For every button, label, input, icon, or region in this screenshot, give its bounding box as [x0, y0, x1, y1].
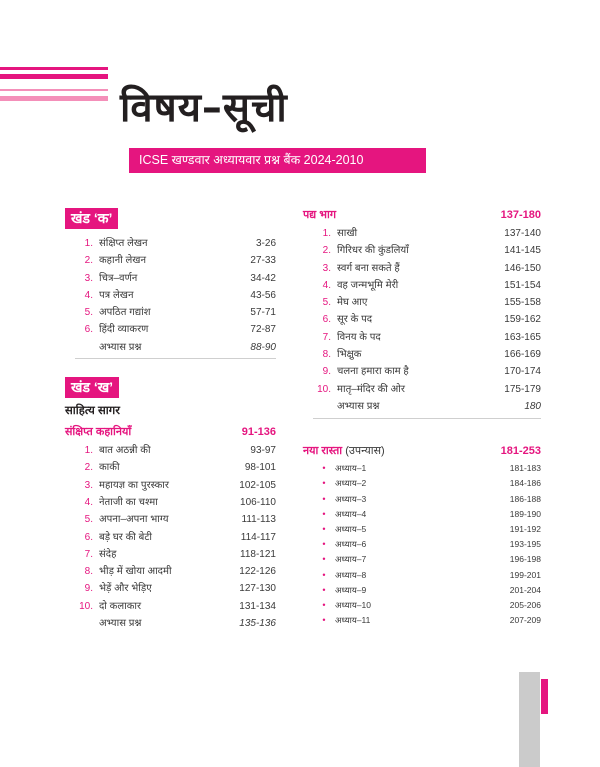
toc-row[interactable]: 5. अपना–अपना भाग्य 111-113: [84, 514, 276, 526]
subtitle-banner: ICSE खण्डवार अध्यायवार प्रश्न बैंक 2024-2010: [129, 148, 426, 173]
practice-row[interactable]: अभ्यास प्रश्न 88-90: [99, 341, 276, 353]
decor-line-3: [0, 89, 108, 91]
toc-row[interactable]: 2. काकी 98-101: [84, 462, 276, 474]
toc-row[interactable]: 4. पत्र लेखन 43-56: [84, 289, 276, 301]
toc-row[interactable]: 7. विनय के पद 163-165: [322, 331, 541, 343]
toc-row[interactable]: 4. नेताजी का चश्मा 106-110: [84, 496, 276, 508]
toc-row[interactable]: 6. सूर के पद 159-162: [322, 314, 541, 326]
toc-row[interactable]: 3. स्वर्ग बना सकते हैं 146-150: [322, 262, 541, 274]
toc-row[interactable]: 1. संक्षिप्त लेखन 3-26: [84, 238, 276, 249]
toc-row[interactable]: 2. गिरिधर की कुंडलियाँ 141-145: [322, 245, 541, 257]
toc-row[interactable]: • अध्याय–11 207-209: [313, 613, 541, 628]
section-heading-padya: पद्य भाग 137-180: [303, 209, 541, 221]
toc-row[interactable]: 1. बात अठन्नी की 93-97: [84, 445, 276, 457]
khand-kha-tag: खंड ‘ख’: [65, 377, 119, 398]
sahitya-sagar-heading: साहित्य सागर: [65, 405, 120, 418]
bullet-icon: •: [322, 478, 326, 489]
toc-row[interactable]: 4. वह जन्मभूमि मेरी 151-154: [322, 279, 541, 291]
toc-row[interactable]: • अध्याय–9 201-204: [313, 583, 541, 598]
bullet-icon: •: [322, 524, 326, 535]
section-heading-stories: संक्षिप्त कहानियाँ 91-136: [65, 426, 276, 439]
bullet-icon: •: [322, 569, 326, 580]
bullet-icon: •: [322, 539, 326, 550]
decor-line-2: [0, 74, 108, 79]
toc-row[interactable]: • अध्याय–4 189-190: [313, 507, 541, 522]
section-heading-naya-rasta: नया रास्ता (उपन्यास) 181-253: [303, 445, 541, 458]
toc-row[interactable]: 6. बड़े घर की बेटी 114-117: [84, 531, 276, 543]
toc-row[interactable]: 9. चलना हमारा काम है 170-174: [322, 366, 541, 378]
toc-row[interactable]: 9. भेड़ें और भेड़िए 127-130: [84, 583, 276, 595]
toc-row[interactable]: 10. मातृ–मंदिर की ओर 175-179: [317, 383, 541, 395]
toc-row[interactable]: 2. कहानी लेखन 27-33: [84, 255, 276, 267]
page-title: विषय–सूची: [120, 85, 288, 131]
bullet-icon: •: [322, 600, 326, 611]
toc-row[interactable]: • अध्याय–5 191-192: [313, 522, 541, 537]
toc-row[interactable]: • अध्याय–10 205-206: [313, 598, 541, 613]
naya-rasta-list: [313, 461, 541, 628]
toc-row[interactable]: 10. दो कलाकार 131-134: [79, 600, 276, 612]
toc-row[interactable]: • अध्याय–3 186-188: [313, 492, 541, 507]
practice-row[interactable]: अभ्यास प्रश्न 180: [337, 400, 541, 412]
toc-row[interactable]: 8. भिक्षुक 166-169: [322, 349, 541, 361]
practice-row[interactable]: अभ्यास प्रश्न 135-136: [99, 618, 276, 630]
toc-row[interactable]: • अध्याय–6 193-195: [313, 537, 541, 552]
toc-row[interactable]: 3. चित्र–वर्णन 34-42: [84, 272, 276, 284]
toc-row[interactable]: 5. अपठित गद्यांश 57-71: [84, 307, 276, 319]
toc-row[interactable]: • अध्याय–1 181-183: [313, 461, 541, 476]
toc-row[interactable]: • अध्याय–2 184-186: [313, 476, 541, 491]
padya-list: [313, 225, 541, 415]
toc-row[interactable]: 6. हिंदी व्याकरण 72-87: [84, 324, 276, 336]
toc-row[interactable]: • अध्याय–7 196-198: [313, 552, 541, 567]
bullet-icon: •: [322, 463, 326, 474]
decor-line-1: [0, 67, 108, 70]
toc-row[interactable]: 1. साखी 137-140: [322, 228, 541, 239]
toc-row[interactable]: 5. मेघ आए 155-158: [322, 297, 541, 309]
khand-ka-list: [75, 235, 276, 356]
khand-ka-tag: खंड ‘क’: [65, 208, 118, 229]
bullet-icon: •: [322, 554, 326, 565]
toc-row[interactable]: 7. संदेह 118-121: [84, 548, 276, 560]
toc-row[interactable]: • अध्याय–8 199-201: [313, 568, 541, 583]
page-edge-marker: [541, 679, 548, 714]
bullet-icon: •: [322, 615, 326, 626]
stories-list: [75, 442, 276, 632]
toc-row[interactable]: 3. महायज्ञ का पुरस्कार 102-105: [84, 479, 276, 491]
decor-line-4: [0, 96, 108, 101]
bullet-icon: •: [322, 508, 326, 519]
toc-row[interactable]: 8. भीड़ में खोया आदमी 122-126: [84, 566, 276, 578]
bullet-icon: •: [322, 493, 326, 504]
bullet-icon: •: [322, 584, 326, 595]
page-edge-tab: [519, 672, 540, 767]
left-column: [65, 208, 276, 632]
right-column: [303, 207, 541, 629]
